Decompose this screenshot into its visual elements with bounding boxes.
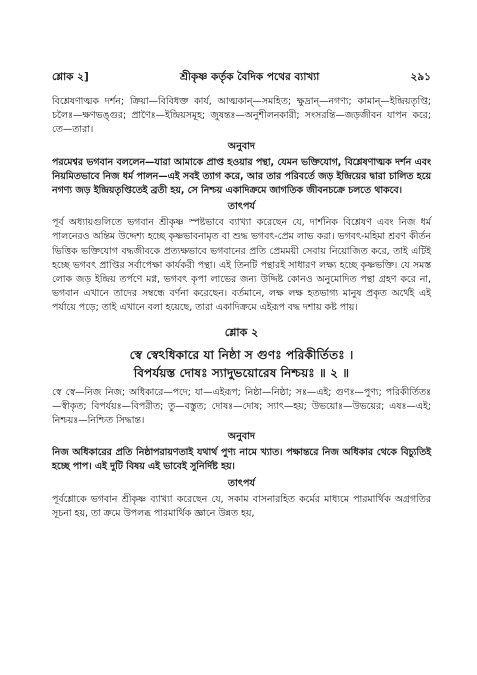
- purport-heading: তাৎপর্য: [227, 201, 256, 213]
- verse-title: শ্লোক ২: [224, 325, 259, 339]
- synonyms-text: স্বে স্বে—নিজ নিজ; অধিকারে—পদে; যা—এইরূপ; নিষ্ঠা—নিষ্ঠা; সঃ—এই; গুণঃ—পুণ্য; পরিকীর্তিতঃ—স্বীকৃত; বিপর্যয়ঃ—বিপরীত; তু—বস্তুত; দোষঃ—দোষ; স্যাৎ—হয়; উভয়োঃ—উভয়ের; এষঃ—এই; নিশ্চয়ঃ—নিশ্চিত সিদ্ধান্ত।: [52, 386, 431, 427]
- translation-heading: অনুবাদ: [227, 140, 256, 152]
- translation-text: পরমেশ্বর ভগবান বললেন—যারা আমাকে প্রাপ্ত হওয়ার পন্থা, যেমন ভক্তিযোগ, বিশ্লেষণাত্মক দর্শন এবং নিয়মিতভাবে নিজ ধর্ম পালন—এই সবই ত্যাগ করে, আর তার পরিবর্তে জড় ইন্দ্রিয়ের দ্বারা চালিত হয়ে নগণ্য জড় ইন্দ্রিয়তৃপ্তিতেই ব্রতী হয়, সে নিশ্চয় একাদিক্রমে জাগতিক জীবনচক্রে চলতে থাকবে।: [52, 156, 431, 197]
- purport-text-2: পূর্বশ্লোকে ভগবান শ্রীকৃষ্ণ ব্যাখ্যা করেছেন যে, সকাম বাসনারহিত কর্মের মাধ্যমে পারমার্থিক অগ্রগতির সূচনা হয়, তা ক্রমে উপলব্ধ পারমার্থিক জ্ঞানে উন্নত হয়,: [52, 493, 431, 519]
- translation-text-2: নিজ অধিকারের প্রতি নিষ্ঠাপরায়ণতাই যথার্থ পুণ্য নামে খ্যাত। পক্ষান্তরে নিজ অধিকার থেকে বিচ্যুতিই হচ্ছে পাপ। এই দুটি বিষয় এই ভাবেই সুনির্দিষ্ট হয়।: [52, 447, 431, 473]
- verse-line-2: বিপর্যয়স্ত দোষঃ স্যাদুভয়োরেষ নিশ্চয়ঃ ॥ ২ ॥: [133, 365, 350, 380]
- purport-text: পূর্ব অধ্যায়গুলিতে ভগবান শ্রীকৃষ্ণ স্পষ্টভাবে ব্যাখ্যা করেছেন যে, দার্শনিক বিশ্লেষণ এবং নিজ ধর্ম পালনেরও অন্তিম উদ্দেশ্য হচ্ছে কৃষ্ণভাবনামৃত বা শুদ্ধ ভগবৎ-প্রেম লাভ করা। ভগবৎ-মহিমা শ্রবণ কীর্তন ভিত্তিক ভক্তিযোগ বদ্ধজীবকে প্রত্যক্ষভাবে ভগবানের প্রতি প্রেমময়ী সেবায় নিয়োজিত করে, তাই এটিই হচ্ছে ভগবৎ প্রাপ্তির সর্বাপেক্ষা কার্যকরী পন্থা। এই তিনটি পন্থারই সাধারণ লক্ষ্য হচ্ছে কৃষ্ণভক্তি। যে সমস্ত লোক জড় ইন্দ্রিয় তর্পণে মগ্ন, ভগবৎ কৃপা লাভের জন্য উদ্দিষ্ট কোনও অনুমোদিত পন্থা গ্রহণ করে না, ভগবান এখানে তাদের সম্বন্ধে বর্ণনা করেছেন। বর্তমানে, লক্ষ লক্ষ হতভাগ্য মানুষ প্রকৃত অর্থেই এই পর্যায়ে পড়ে; তাই এখানে বলা হয়েছে, তারা একাদিক্রমে এইরূপ বদ্ধ দশায় কষ্ট পায়।: [52, 217, 431, 314]
- page-number: ২৯১: [410, 71, 431, 83]
- page-header: [52, 70, 431, 87]
- synonyms-continued: বিশ্লেষণাত্মক দর্শন; ক্রিয়া—বিবিধক্ত কার্য, আত্মকান্—সমহিত; ক্ষুদ্রান্—নগণ্য; কামান্—ইন্দ্রিয়তৃপ্তি; চলৈঃ—ক্ষণভঙ্গুর; প্রাণৈঃ—ইন্দ্রিয়সমূহ; জুষন্তঃ—অনুশীলনকারী; সংসরন্তি—জড়জীবন যাপন করে; তে—তারা।: [52, 96, 431, 136]
- chapter-title: শ্রীকৃষ্ণ কর্তৃক বৈদিক পথের ব্যাখ্যা: [179, 71, 320, 83]
- verse-reference: শ্লোক ২]: [52, 71, 89, 83]
- verse-line-1: স্বে স্বেঽধিকারে যা নিষ্ঠা স গুণঃ পরিকীর্তিতঃ ।: [129, 347, 354, 362]
- translation-heading-2: অনুবাদ: [227, 431, 256, 443]
- purport-heading-2: তাৎপর্য: [227, 477, 256, 489]
